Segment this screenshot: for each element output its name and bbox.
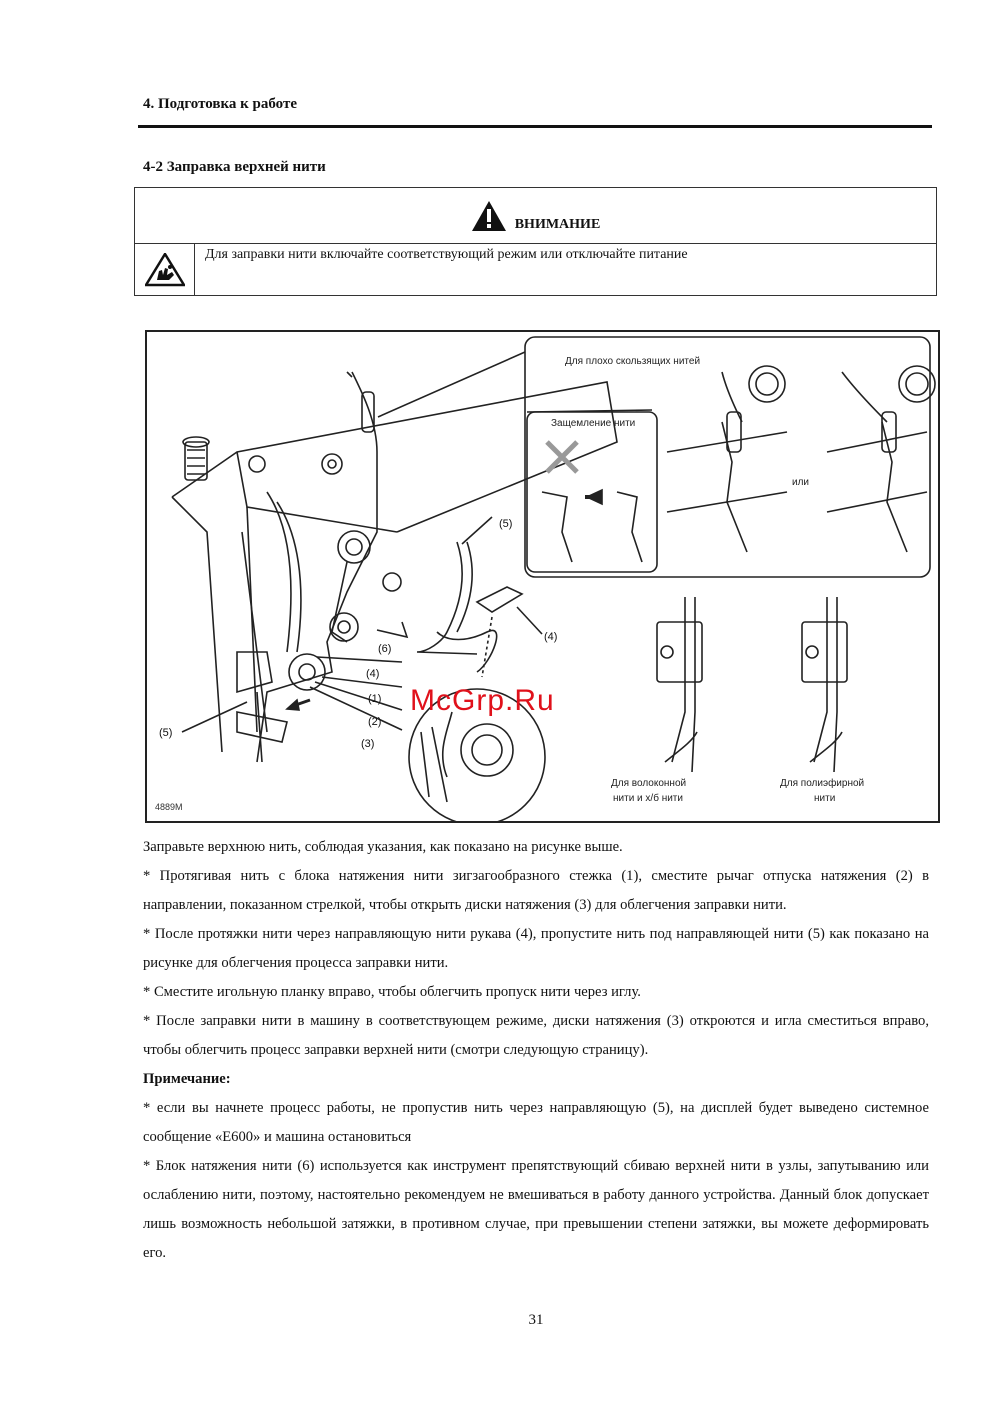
paragraph: * если вы начнете процесс работы, не пропустив нить через направляющую (5), на дисплей будет выведено системное сообщение «E600» и машина остановиться [143,1100,929,1145]
callout-4-detail: (4) [544,631,558,643]
warning-text: Для заправки нити включайте соответствующий режим или отключайте питание [205,247,688,262]
label-fiber-thread-1: Для волоконной [611,778,687,789]
label-fiber-thread-2: нити и х/б нити [613,793,683,804]
callout-1: (1) [368,693,382,705]
label-polyester-thread-2: нити [814,793,836,804]
page-number: 31 [528,1312,544,1328]
warning-header [135,188,936,244]
paragraph: * После протяжки нити через направляющую нити рукава (4), пропустите нить под направляющей нити (5) как показано на рисунке для облегчения процесса заправки нити. [143,926,929,971]
callout-5-detail: (5) [499,518,513,530]
warning-title: ВНИМАНИЕ [514,216,601,232]
paragraph: * Сместите игольную планку вправо, чтобы облегчить пропуск нити через иглу. [143,984,641,1000]
warning-triangle-icon [471,200,507,232]
threading-figure [145,330,940,823]
warning-box [134,187,937,296]
warning-icon-cell [135,243,195,295]
label-polyester-thread-1: Для полиэфирной [780,778,865,789]
paragraph: Заправьте верхнюю нить, соблюдая указания, как показано на рисунке выше. [143,839,623,855]
figure-code: 4889M [155,802,183,812]
instructions-text [143,833,929,1268]
callout-4-main: (4) [366,668,380,680]
label-or: или [792,477,810,488]
paragraph: * Протягивая нить с блока натяжения нити зигзагообразного стежка (1), сместите рычаг отпуска натяжения (2) в направлении, показанном стрелкой, чтобы открыть диски натяжения (3) для облегчения заправки нити. [143,868,929,913]
paragraph: * Блок натяжения нити (6) используется как инструмент препятствующий сбиваю верхней нити в узлы, запутыванию или ослаблению нити, поэтому, настоятельно рекомендуем не вмешиваться в работу данного устройства. Данный блок допускает лишь возможность небольшой затяжки, в противном случае, при превышении степени затяжки, вы можете деформировать его. [143,1158,929,1261]
watermark-text: McGrp.Ru [410,684,555,717]
callout-6: (6) [378,643,392,655]
section-rule [138,125,932,128]
hand-caution-icon [145,253,185,287]
callout-2: (2) [368,716,382,728]
label-thread-pinch: Защемление нити [551,418,636,429]
paragraph: * После заправки нити в машину в соответствующем режиме, диски натяжения (3) откроются и игла сместиться вправо, чтобы облегчить процесс заправки верхней нити (смотри следующую страницу). [143,1013,929,1058]
callout-5-main: (5) [159,727,173,739]
subsection-title: 4-2 Заправка верхней нити [143,159,326,175]
threading-illustration [147,332,940,823]
callout-3: (3) [361,738,375,750]
note-title: Примечание: [143,1071,231,1087]
label-slippery-thread: Для плохо скользящих нитей [565,356,701,367]
section-title: 4. Подготовка к работе [143,96,297,112]
